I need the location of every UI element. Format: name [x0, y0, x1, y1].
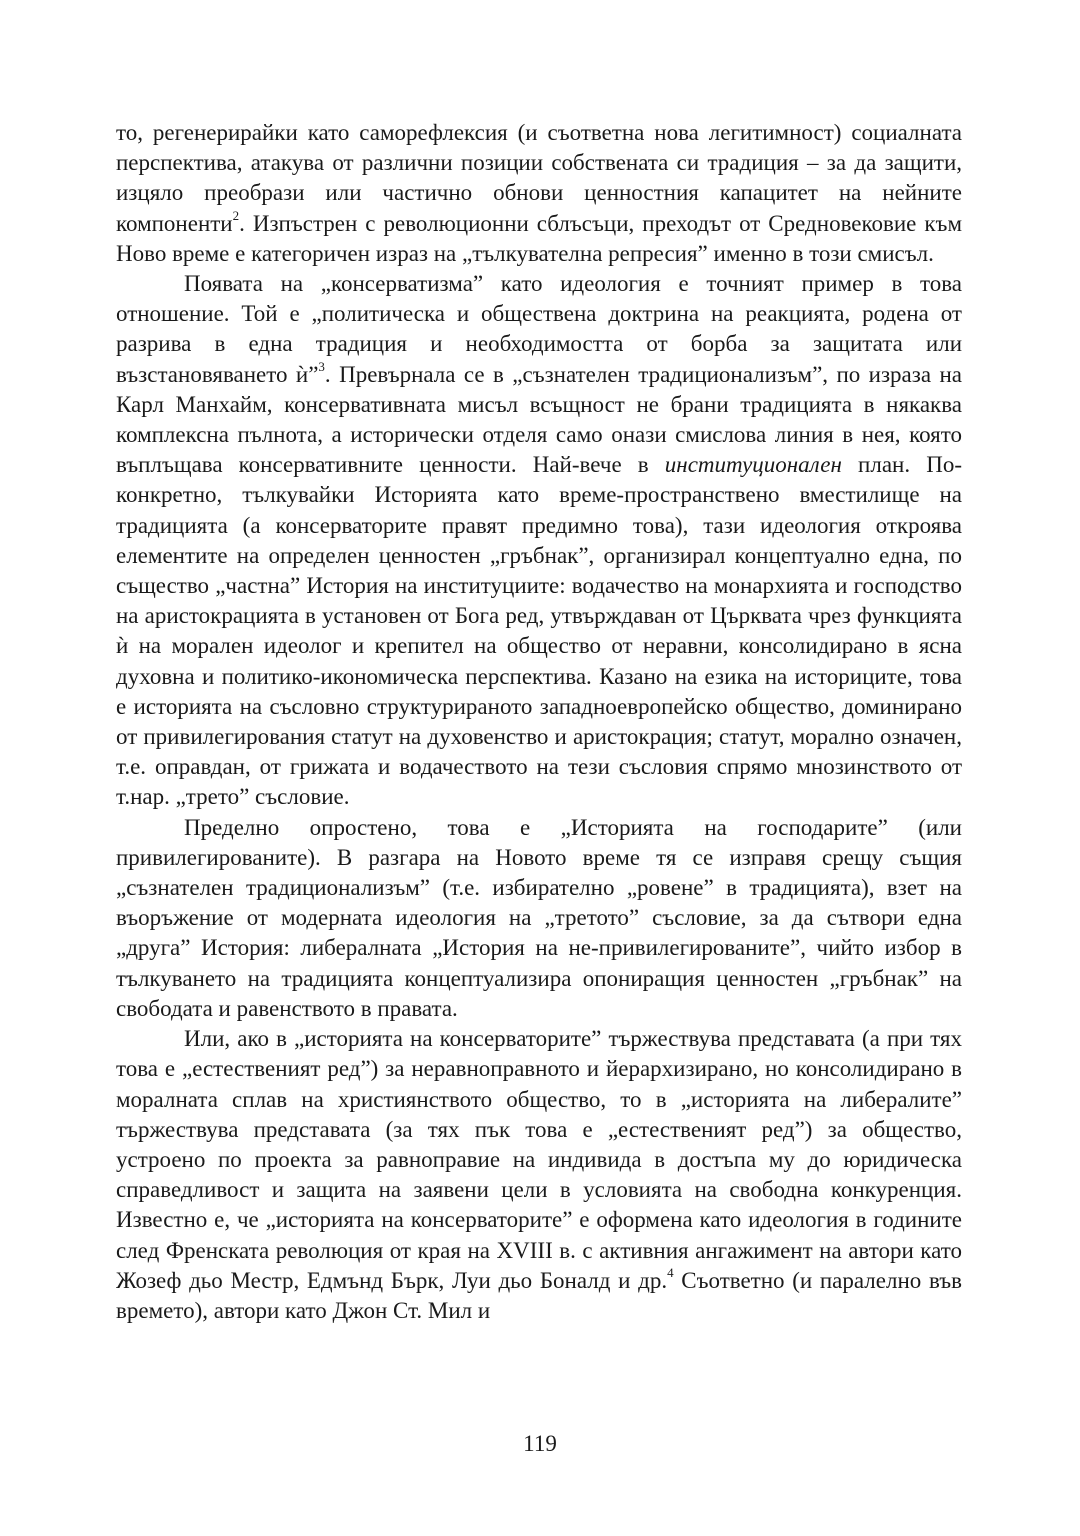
document-body: [116, 118, 962, 1326]
paragraph-4-text-a: Или, ако в „историята на консерваторите” тържествува представата (а при тях това е „естественият ред”) за неравноправното и йерархизирано, но консолидирано в моралната сплав на християнството общество, то в „историята на либералите” тържествува представата (за тях пък това е „естественият ред”) за общество, устроено по проекта за равноправие на индивида в достъпа му до юридическа справедливост и защита на заявени цели в условията на свободна конкуренция. Известно е, че „историята на консерваторите” е оформена като идеология в годините след Френската революция от края на XVIII в. с активния ангажимент на автори като Жозеф дьо Местр, Едмънд Бърк, Луи дьо Боналд и др.: [116, 1026, 962, 1293]
paragraph-4: [116, 1024, 962, 1326]
paragraph-2-text-a: Появата на „консерватизма” като идеология е точният пример в това отношение. Той е „политическа и обществена доктрина на реакцията, родена от разрива в една традиция и необходимостта от борба за защитата или възстановяването ѝ”: [116, 271, 962, 387]
page-number: 119: [523, 1431, 557, 1456]
paragraph-2: [116, 269, 962, 813]
footnote-ref-4[interactable]: 4: [667, 1265, 674, 1281]
paragraph-1: [116, 118, 962, 269]
paragraph-2-text-b: . Превърнала се в „съзнателен традиционализъм”, по израза на Карл Манхайм, консервативната мисъл всъщност не брани традицията в някаква комплексна пълнота, а исторически отделя само онази смислова линия в нея, която въплъщава консервативните ценности. Най-вече в: [116, 361, 962, 478]
paragraph-1-text-b: . Изпъстрен с революционни сблъсъци, преходът от Средновековие към Ново време е категоричен израз на „тълкувателна репресия” именно в този смисъл.: [116, 210, 962, 266]
paragraph-1-text-a: то, регенерирайки като саморефлексия (и съответна нова легитимност) социалната перспектива, атакува от различни позиции собствената си традиция – за да защити, изцяло преобрази или частично обнови ценностния капацитет на нейните компоненти: [116, 120, 962, 236]
footnote-ref-3[interactable]: 3: [318, 358, 325, 374]
footnote-ref-2[interactable]: 2: [232, 207, 240, 223]
paragraph-2-emphasis: институционален: [664, 452, 842, 478]
paragraph-2-text-c: план. По-конкретно, тълкувайки Историята като време-пространствено вместилище на традицията (а консерваторите правят предимно това), тази идеология откроява елементите на определен ценностен „гръбнак”, организирал концептуално една, по същество „частна” История на институциите: водачество на монархията и господство на аристокрацията в установен от Бога ред, утвърждаван от Църквата чрез функцията ѝ на морален идеолог и крепител на общество от неравни, консолидирано в ясна духовна и политико-икономическа перспектива. Казано на езика на историците, това е историята на съсловно структурираното западноевропейско общество, доминирано от привилегирования статут на духовенство и аристокрация; статут, морално означен, т.е. оправдан, от грижата и водачеството на тези съсловия спрямо мнозинството от т.нар. „трето” съсловие.: [116, 452, 962, 810]
paragraph-3: Пределно опростено, това е „Историята на господарите” (или привилегированите). В разгара на Новото време тя се изправя срещу същия „съзнателен традиционализъм” (т.е. избирателно „ровене” в традицията), взет на въоръжение от модерната идеология на „третото” съсловие, за да сътвори една „друга” История: либералната „История на не-привилегированите”, чийто избор в тълкуването на традицията концептуализира опониращия ценностен „гръбнак” на свободата и равенството в правата.: [116, 814, 962, 1021]
paragraph-4-text-b: Съответно (и паралелно във времето), автори като Джон Ст. Мил и: [116, 1267, 962, 1323]
